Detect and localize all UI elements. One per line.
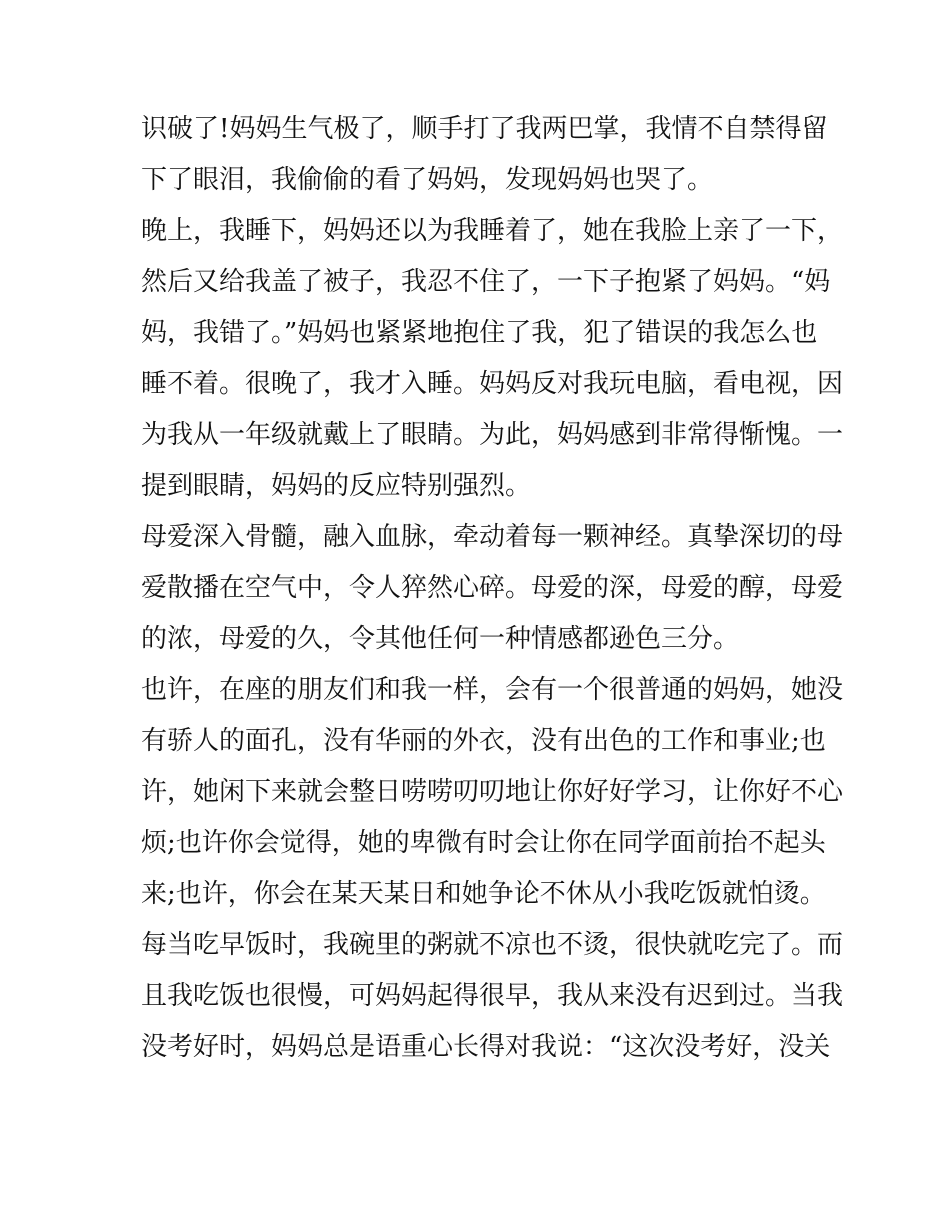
text-line: 没考好时，妈妈总是语重心长得对我说：“这次没考好，没关 [141,1032,831,1062]
text-line: 提到眼睛，妈妈的反应特别强烈。 [141,471,532,501]
text-line: 许，她闲下来就会整日唠唠叨叨地让你好好学习，让你好不心 [141,777,844,807]
text-line: 也许，在座的朋友们和我一样，会有一个很普通的妈妈，她没 [141,675,844,705]
text-line: 下了眼泪，我偷偷的看了妈妈，发现妈妈也哭了。 [141,165,714,195]
text-line: 妈，我错了。”妈妈也紧紧地抱住了我，犯了错误的我怎么也 [141,318,818,348]
text-line: 来;也许，你会在某天某日和她争论不休从小我吃饭就怕烫。 [141,879,826,909]
text-line: 有骄人的面孔，没有华丽的外衣，没有出色的工作和事业;也 [141,726,826,756]
text-line: 烦;也许你会觉得，她的卑微有时会让你在同学面前抬不起头 [141,828,826,858]
text-line: 母爱深入骨髓，融入血脉，牵动着每一颗神经。真挚深切的母 [141,522,844,552]
text-line: 每当吃早饭时，我碗里的粥就不凉也不烫，很快就吃完了。而 [141,930,844,960]
text-line: 睡不着。很晚了，我才入睡。妈妈反对我玩电脑，看电视，因 [141,369,844,399]
text-line: 且我吃饭也很慢，可妈妈起得很早，我从来没有迟到过。当我 [141,981,844,1011]
body-text [141,104,844,1073]
text-line: 爱散播在空气中，令人猝然心碎。母爱的深，母爱的醇，母爱 [141,573,844,603]
text-line: 晚上，我睡下，妈妈还以为我睡着了，她在我脸上亲了一下， [141,216,844,246]
text-line: 然后又给我盖了被子，我忍不住了，一下子抱紧了妈妈。“妈 [141,267,831,297]
text-line: 识破了!妈妈生气极了，顺手打了我两巴掌，我情不自禁得留 [141,114,828,144]
text-line: 的浓，母爱的久，令其他任何一种情感都逊色三分。 [141,624,740,654]
text-line: 为我从一年级就戴上了眼睛。为此，妈妈感到非常得惭愧。一 [141,420,844,450]
